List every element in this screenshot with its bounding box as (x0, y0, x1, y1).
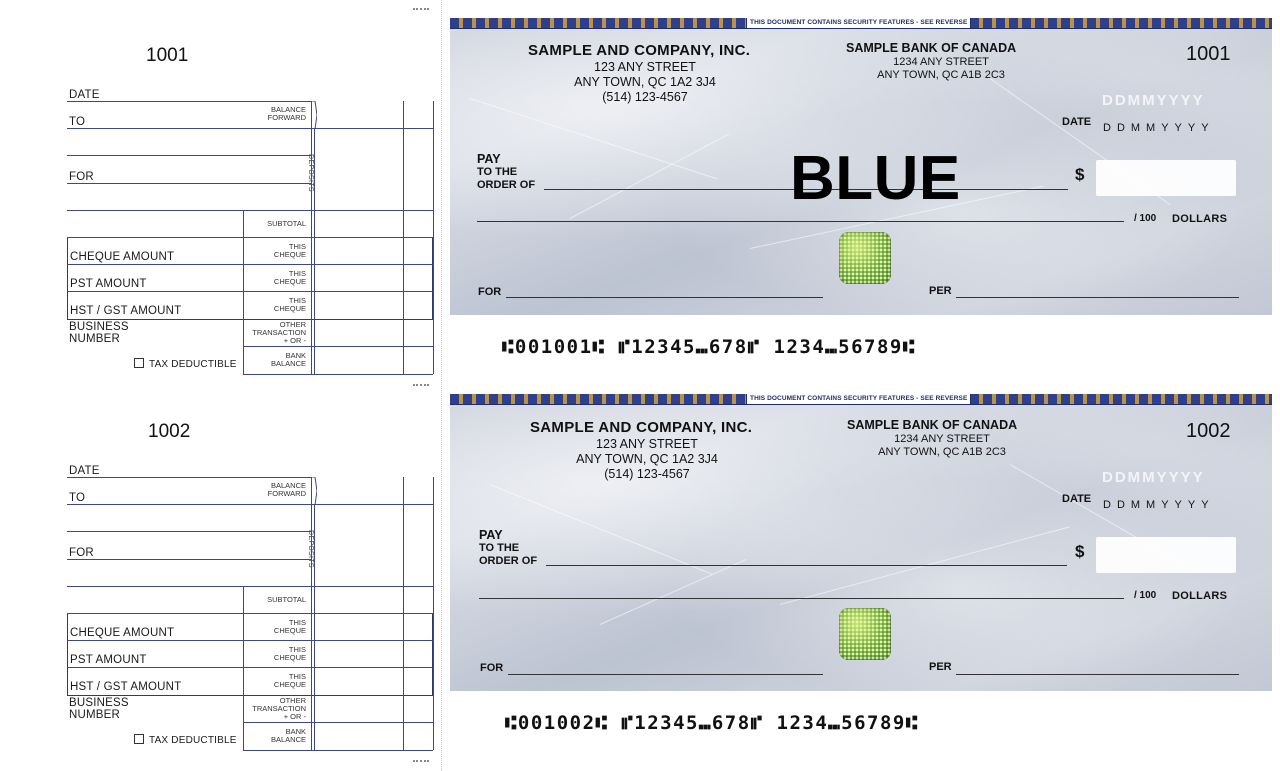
row-divider (67, 264, 433, 265)
signature-line[interactable] (956, 674, 1239, 675)
bank-city: ANY TOWN, QC A1B 2C3 (877, 69, 1005, 81)
security-notice: THIS DOCUMENT CONTAINS SECURITY FEATURES - SEE REVERSE (746, 394, 971, 404)
memo-line[interactable] (506, 297, 823, 298)
security-notice: THIS DOCUMENT CONTAINS SECURITY FEATURES - SEE REVERSE (746, 18, 971, 28)
tax-deductible-checkbox[interactable]: TAX DEDUCTIBLE (134, 358, 237, 370)
cheque (450, 18, 1272, 315)
column-divider (243, 586, 244, 750)
checkbox-icon[interactable] (134, 358, 144, 368)
date-format[interactable]: DDMMYYYY (1103, 122, 1215, 134)
company-phone: (514) 123-4567 (602, 90, 688, 104)
amount-field[interactable] (1096, 537, 1236, 573)
stub-blank-line[interactable] (67, 155, 311, 156)
date-format[interactable]: DDMMYYYY (1103, 499, 1215, 511)
stub-number: 1001 (146, 45, 189, 66)
stub-date-line[interactable] (67, 101, 311, 102)
bank-city: ANY TOWN, QC A1B 2C3 (878, 446, 1006, 458)
payee-line[interactable] (546, 565, 1067, 566)
business-number-label: BUSINESS NUMBER (69, 697, 129, 721)
company-street: 123 ANY STREET (596, 437, 698, 451)
column-divider (311, 477, 312, 750)
amount-words-line[interactable] (477, 221, 1124, 222)
stub-to-label: TO (69, 492, 86, 504)
column-divider (311, 101, 312, 374)
cheque (450, 394, 1272, 691)
per-100-label: / 100 (1134, 590, 1157, 601)
stub-date-label: DATE (69, 465, 100, 477)
this-cheque-label: THIS CHEQUE (273, 296, 306, 313)
per-100-label: / 100 (1134, 213, 1157, 224)
subtotal-label: SUBTOTAL (267, 219, 306, 228)
stub-to-line[interactable] (67, 504, 433, 505)
amount-field[interactable] (1096, 160, 1236, 196)
this-cheque-label: THIS CHEQUE (273, 618, 306, 635)
deposits-label: DEPOSITS (307, 154, 314, 192)
date-watermark: DDMMYYYY (1102, 469, 1205, 486)
column-divider (403, 477, 404, 750)
color-stamp: BLUE (790, 144, 961, 213)
pay-to-label: PAY TO THE ORDER OF (479, 528, 538, 567)
row-divider (243, 750, 433, 751)
pst-amount-label: PST AMOUNT (70, 654, 147, 666)
business-number-label: BUSINESS NUMBER (69, 321, 129, 345)
company-name: SAMPLE AND COMPANY, INC. (528, 42, 751, 59)
date-watermark: DDMMYYYY (1102, 92, 1205, 109)
dollar-sign: $ (1075, 165, 1085, 184)
deposits-label: DEPOSITS (307, 530, 314, 568)
stub-for-line[interactable] (67, 559, 311, 560)
marble-vein (600, 559, 747, 625)
balance-forward-label: BALANCE FORWARD (267, 481, 306, 498)
row-divider (243, 346, 433, 347)
this-cheque-label: THIS CHEQUE (273, 242, 306, 259)
stub-to-label: TO (69, 116, 86, 128)
row-divider (67, 613, 433, 614)
column-divider (243, 210, 244, 374)
bank-balance-label: BANK BALANCE (270, 727, 306, 744)
hst-gst-amount-label: HST / GST AMOUNT (70, 305, 182, 317)
stub-blank-line[interactable] (67, 586, 433, 587)
company-city: ANY TOWN, QC 1A2 3J4 (576, 452, 718, 466)
hologram-icon (839, 608, 891, 660)
bank-name: SAMPLE BANK OF CANADA (846, 41, 1017, 55)
stub-blank-line[interactable] (67, 210, 433, 211)
date-label: DATE (1062, 493, 1092, 505)
bank-name: SAMPLE BANK OF CANADA (847, 418, 1018, 432)
this-cheque-label: THIS CHEQUE (273, 269, 306, 286)
column-divider (403, 101, 404, 374)
other-transaction-label: OTHER TRANSACTION + OR - (252, 696, 306, 721)
subtotal-label: SUBTOTAL (267, 595, 306, 604)
column-divider (433, 101, 434, 374)
date-label: DATE (1062, 116, 1092, 128)
pst-amount-label: PST AMOUNT (70, 278, 147, 290)
row-divider (67, 291, 433, 292)
row-divider (67, 640, 433, 641)
dollars-label: DOLLARS (1172, 590, 1228, 602)
this-cheque-label: THIS CHEQUE (273, 672, 306, 689)
company-city: ANY TOWN, QC 1A2 3J4 (574, 75, 716, 89)
cheque-amount-label: CHEQUE AMOUNT (70, 627, 175, 639)
other-transaction-label: OTHER TRANSACTION + OR - (252, 320, 306, 345)
row-divider (243, 722, 433, 723)
memo-line[interactable] (508, 674, 823, 675)
cheque-number: 1002 (1186, 420, 1231, 442)
stub-date-line[interactable] (67, 477, 311, 478)
cheque-amount-label: CHEQUE AMOUNT (70, 251, 175, 263)
row-divider (243, 374, 433, 375)
cheque-number: 1001 (1186, 43, 1231, 65)
hst-gst-amount-label: HST / GST AMOUNT (70, 681, 182, 693)
bank-balance-label: BANK BALANCE (270, 351, 306, 368)
balance-forward-label: BALANCE FORWARD (267, 105, 306, 122)
marble-vein (570, 134, 729, 219)
signature-label: PER (929, 661, 952, 673)
signature-label: PER (929, 285, 952, 297)
cheque-stub (0, 0, 441, 385)
micr-line: ⑆001002⑆ ⑈12345⑉678⑈ 1234⑉56789⑆ (505, 712, 919, 734)
stub-for-label: FOR (69, 547, 94, 559)
company-street: 123 ANY STREET (594, 60, 696, 74)
this-cheque-label: THIS CHEQUE (273, 645, 306, 662)
amount-words-line[interactable] (479, 598, 1124, 599)
tax-deductible-checkbox[interactable]: TAX DEDUCTIBLE (134, 734, 237, 746)
stub-blank-line[interactable] (67, 531, 311, 532)
pay-to-label: PAY TO THE ORDER OF (477, 152, 536, 191)
row-divider (67, 237, 433, 238)
column-divider (314, 129, 315, 374)
column-divider (314, 505, 315, 750)
row-divider (67, 667, 433, 668)
signature-line[interactable] (956, 297, 1239, 298)
bank-street: 1234 ANY STREET (893, 56, 989, 68)
stub-for-label: FOR (69, 171, 94, 183)
checkbox-icon[interactable] (134, 734, 144, 744)
column-divider (433, 477, 434, 750)
stub-for-line[interactable] (67, 183, 311, 184)
hologram-icon (839, 232, 891, 284)
company-name: SAMPLE AND COMPANY, INC. (530, 419, 753, 436)
micr-line: ⑆001001⑆ ⑈12345⑉678⑈ 1234⑉56789⑆ (502, 336, 916, 358)
stub-to-line[interactable] (67, 128, 433, 129)
memo-label: FOR (478, 286, 502, 298)
bank-street: 1234 ANY STREET (894, 433, 990, 445)
perforation-line (441, 0, 442, 771)
company-phone: (514) 123-4567 (604, 467, 690, 481)
dollar-sign: $ (1075, 542, 1085, 561)
memo-label: FOR (480, 662, 504, 674)
dollars-label: DOLLARS (1172, 213, 1228, 225)
stub-number: 1002 (148, 421, 191, 442)
cheque-stub (0, 376, 441, 761)
stub-date-label: DATE (69, 89, 100, 101)
